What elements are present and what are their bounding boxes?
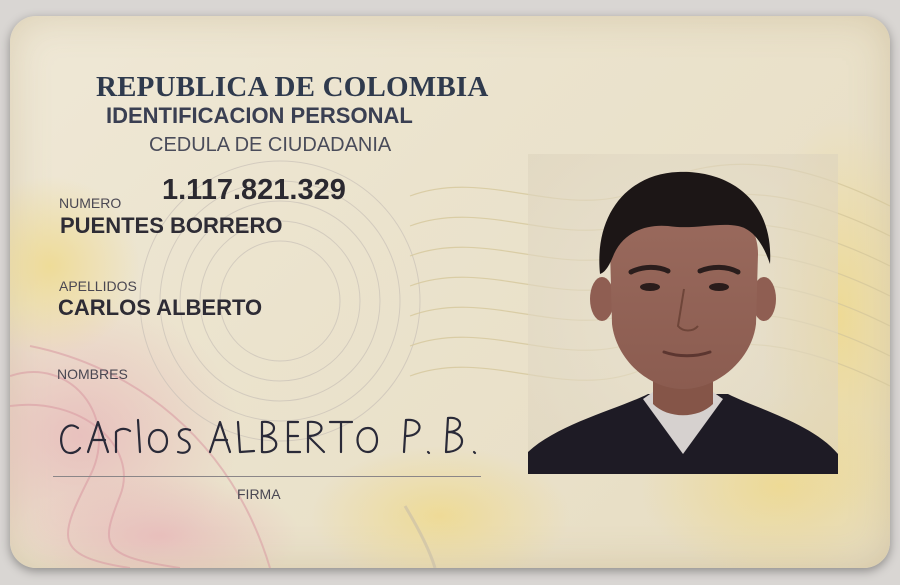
given-names-value: CARLOS ALBERTO [58,295,263,320]
number-label: NUMERO [59,195,122,211]
id-card [10,16,890,568]
signature-line [53,476,481,477]
document-subtitle: CEDULA DE CIUDADANIA [149,134,392,156]
surnames-value: PUENTES BORRERO [60,213,283,238]
given-names-label: NOMBRES [57,366,128,382]
holder-photo [528,154,838,474]
handwritten-signature [50,398,490,468]
country-title: REPUBLICA DE COLOMBIA [96,71,489,103]
document-title: IDENTIFICACION PERSONAL [106,103,413,128]
id-number: 1.117.821.329 [162,174,346,206]
surnames-label: APELLIDOS [59,278,137,294]
signature-label: FIRMA [237,486,281,502]
